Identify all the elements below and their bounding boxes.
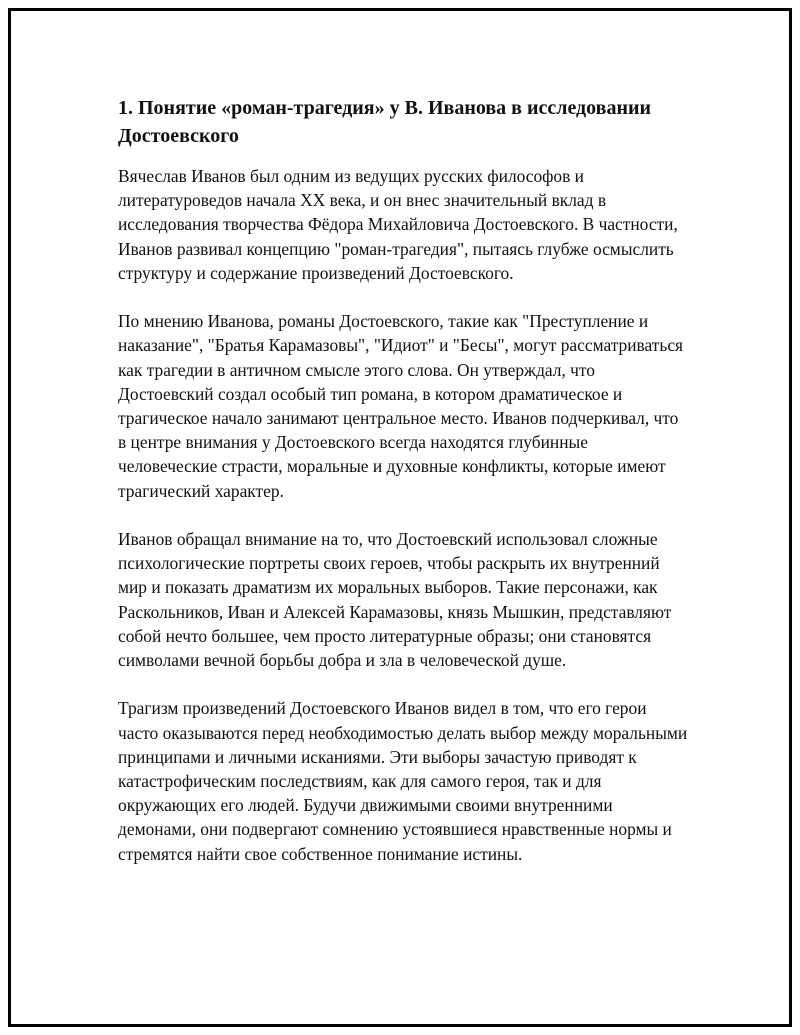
- paragraph-4: Трагизм произведений Достоевского Иванов видел в том, что его герои часто оказываются перед необходимостью делать выбор между моральными принципами и личными исканиями. Эти выборы зачастую приводят к катастрофическим последствиям, как для самого героя, так и для окружающих его людей. Будучи движимыми своими внутренними демонами, они подвергают сомнению устоявшиеся нравственные нормы и стремятся найти свое собственное понимание истины.: [118, 698, 688, 864]
- paragraph-2: По мнению Иванова, романы Достоевского, такие как "Преступление и наказание", "Братья Карамазовы", "Идиот" и "Бесы", могут рассматриваться как трагедии в античном смысле этого слова. Он утверждал, что Достоевский создал особый тип романа, в котором драматическое и трагическое начало занимают центральное место. Иванов подчеркивал, что в центре внимания у Достоевского всегда находятся глубинные человеческие страсти, моральные и духовные конфликты, которые имеют трагический характер.: [118, 311, 684, 501]
- paragraph-1: Вячеслав Иванов был одним из ведущих русских философов и литературоведов начала XX века, и он внес значительный вклад в исследования творчества Фёдора Михайловича Достоевского. В частности, Иванов развивал концепцию "роман-трагедия", пытаясь глубже осмыслить структуру и содержание произведений Достоевского.: [118, 166, 678, 283]
- document-body: [118, 94, 690, 890]
- section-heading: 1. Понятие «роман-трагедия» у В. Иванова в исследовании Достоевского: [118, 97, 652, 147]
- paragraph-3: Иванов обращал внимание на то, что Достоевский использовал сложные психологические портреты своих героев, чтобы раскрыть их внутренний мир и показать драматизм их моральных выборов. Такие персонажи, как Раскольников, Иван и Алексей Карамазовы, князь Мышкин, представляют собой нечто большее, чем просто литературные образы; они становятся символами вечной борьбы добра и зла в человеческой душе.: [118, 529, 672, 671]
